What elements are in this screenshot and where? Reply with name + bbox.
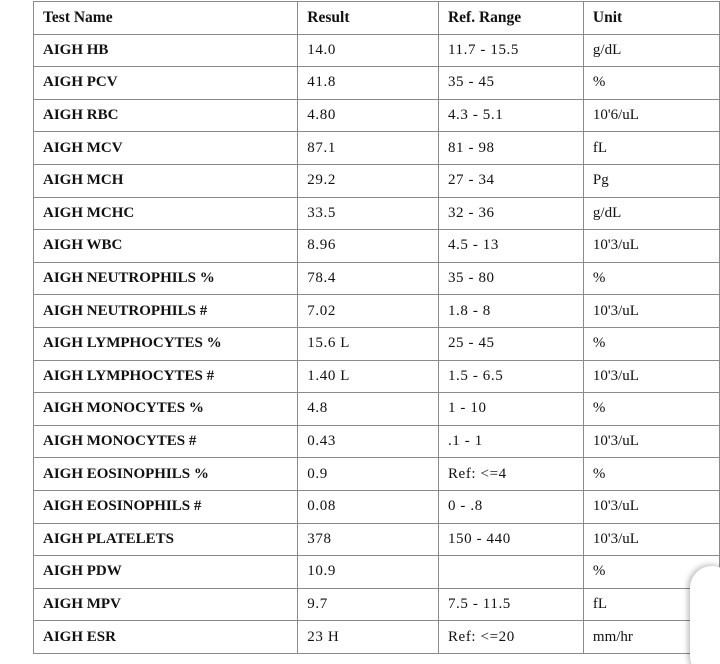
table-row: [34, 393, 720, 426]
column-header-unit: Unit: [583, 2, 719, 35]
test-name-cell: AIGH PDW: [34, 556, 298, 589]
unit-cell: %: [583, 262, 719, 295]
result-cell: 0.9: [298, 458, 439, 491]
result-cell: 78.4: [298, 262, 439, 295]
unit-cell: %: [583, 458, 719, 491]
result-cell: 15.6 L: [298, 327, 439, 360]
ref-range-cell: 0 - .8: [438, 490, 583, 523]
table-row: [34, 360, 720, 393]
ref-range-cell: 32 - 36: [438, 197, 583, 230]
result-cell: 41.8: [298, 67, 439, 100]
unit-cell: Pg: [583, 164, 719, 197]
result-cell: 378: [298, 523, 439, 556]
ref-range-cell: 35 - 45: [438, 67, 583, 100]
result-cell: 9.7: [298, 588, 439, 621]
unit-cell: 10'3/uL: [583, 360, 719, 393]
ref-range-cell: .1 - 1: [438, 425, 583, 458]
test-name-cell: AIGH WBC: [34, 230, 298, 263]
lab-results-table: [33, 1, 720, 654]
test-name-cell: AIGH MCV: [34, 132, 298, 165]
table-row: [34, 230, 720, 263]
table-row: [34, 295, 720, 328]
scroll-handle[interactable]: [690, 566, 720, 664]
result-cell: 10.9: [298, 556, 439, 589]
table-header-row: [34, 2, 720, 35]
test-name-cell: AIGH MONOCYTES %: [34, 393, 298, 426]
table-row: [34, 458, 720, 491]
unit-cell: 10'3/uL: [583, 230, 719, 263]
unit-cell: fL: [583, 132, 719, 165]
ref-range-cell: 1 - 10: [438, 393, 583, 426]
unit-cell: 10'6/uL: [583, 99, 719, 132]
unit-cell: mm/hr: [583, 621, 719, 654]
column-header-test-name: Test Name: [34, 2, 298, 35]
table-row: [34, 262, 720, 295]
unit-cell: fL: [583, 588, 719, 621]
test-name-cell: AIGH PCV: [34, 67, 298, 100]
test-name-cell: AIGH EOSINOPHILS #: [34, 490, 298, 523]
table-row: [34, 556, 720, 589]
table-row: [34, 425, 720, 458]
table-row: [34, 490, 720, 523]
result-cell: 8.96: [298, 230, 439, 263]
ref-range-cell: 7.5 - 11.5: [438, 588, 583, 621]
test-name-cell: AIGH MCH: [34, 164, 298, 197]
ref-range-cell: 81 - 98: [438, 132, 583, 165]
test-name-cell: AIGH LYMPHOCYTES %: [34, 327, 298, 360]
test-name-cell: AIGH MONOCYTES #: [34, 425, 298, 458]
unit-cell: %: [583, 67, 719, 100]
test-name-cell: AIGH RBC: [34, 99, 298, 132]
ref-range-cell: Ref: <=20: [438, 621, 583, 654]
ref-range-cell: 4.3 - 5.1: [438, 99, 583, 132]
table-row: [34, 132, 720, 165]
column-header-ref-range: Ref. Range: [438, 2, 583, 35]
test-name-cell: AIGH MPV: [34, 588, 298, 621]
unit-cell: %: [583, 327, 719, 360]
ref-range-cell: 27 - 34: [438, 164, 583, 197]
table-row: [34, 34, 720, 67]
table-row: [34, 327, 720, 360]
unit-cell: 10'3/uL: [583, 295, 719, 328]
result-cell: 14.0: [298, 34, 439, 67]
table-row: [34, 67, 720, 100]
unit-cell: 10'3/uL: [583, 490, 719, 523]
test-name-cell: AIGH NEUTROPHILS %: [34, 262, 298, 295]
test-name-cell: AIGH MCHC: [34, 197, 298, 230]
result-cell: 23 H: [298, 621, 439, 654]
column-header-result: Result: [298, 2, 439, 35]
result-cell: 33.5: [298, 197, 439, 230]
ref-range-cell: 25 - 45: [438, 327, 583, 360]
unit-cell: %: [583, 393, 719, 426]
test-name-cell: AIGH EOSINOPHILS %: [34, 458, 298, 491]
ref-range-cell: 11.7 - 15.5: [438, 34, 583, 67]
table-row: [34, 523, 720, 556]
test-name-cell: AIGH LYMPHOCYTES #: [34, 360, 298, 393]
test-name-cell: AIGH HB: [34, 34, 298, 67]
unit-cell: g/dL: [583, 34, 719, 67]
table-row: [34, 588, 720, 621]
ref-range-cell: 35 - 80: [438, 262, 583, 295]
ref-range-cell: Ref: <=4: [438, 458, 583, 491]
result-cell: 29.2: [298, 164, 439, 197]
test-name-cell: AIGH PLATELETS: [34, 523, 298, 556]
ref-range-cell: 150 - 440: [438, 523, 583, 556]
result-cell: 0.43: [298, 425, 439, 458]
unit-cell: 10'3/uL: [583, 425, 719, 458]
result-cell: 0.08: [298, 490, 439, 523]
test-name-cell: AIGH ESR: [34, 621, 298, 654]
result-cell: 4.8: [298, 393, 439, 426]
result-cell: 1.40 L: [298, 360, 439, 393]
unit-cell: 10'3/uL: [583, 523, 719, 556]
unit-cell: g/dL: [583, 197, 719, 230]
ref-range-cell: 4.5 - 13: [438, 230, 583, 263]
result-cell: 7.02: [298, 295, 439, 328]
table-row: [34, 197, 720, 230]
test-name-cell: AIGH NEUTROPHILS #: [34, 295, 298, 328]
result-cell: 87.1: [298, 132, 439, 165]
result-cell: 4.80: [298, 99, 439, 132]
table-row: [34, 99, 720, 132]
ref-range-cell: [438, 556, 583, 589]
unit-cell: %: [583, 556, 719, 589]
ref-range-cell: 1.8 - 8: [438, 295, 583, 328]
table-row: [34, 621, 720, 654]
ref-range-cell: 1.5 - 6.5: [438, 360, 583, 393]
table-row: [34, 164, 720, 197]
